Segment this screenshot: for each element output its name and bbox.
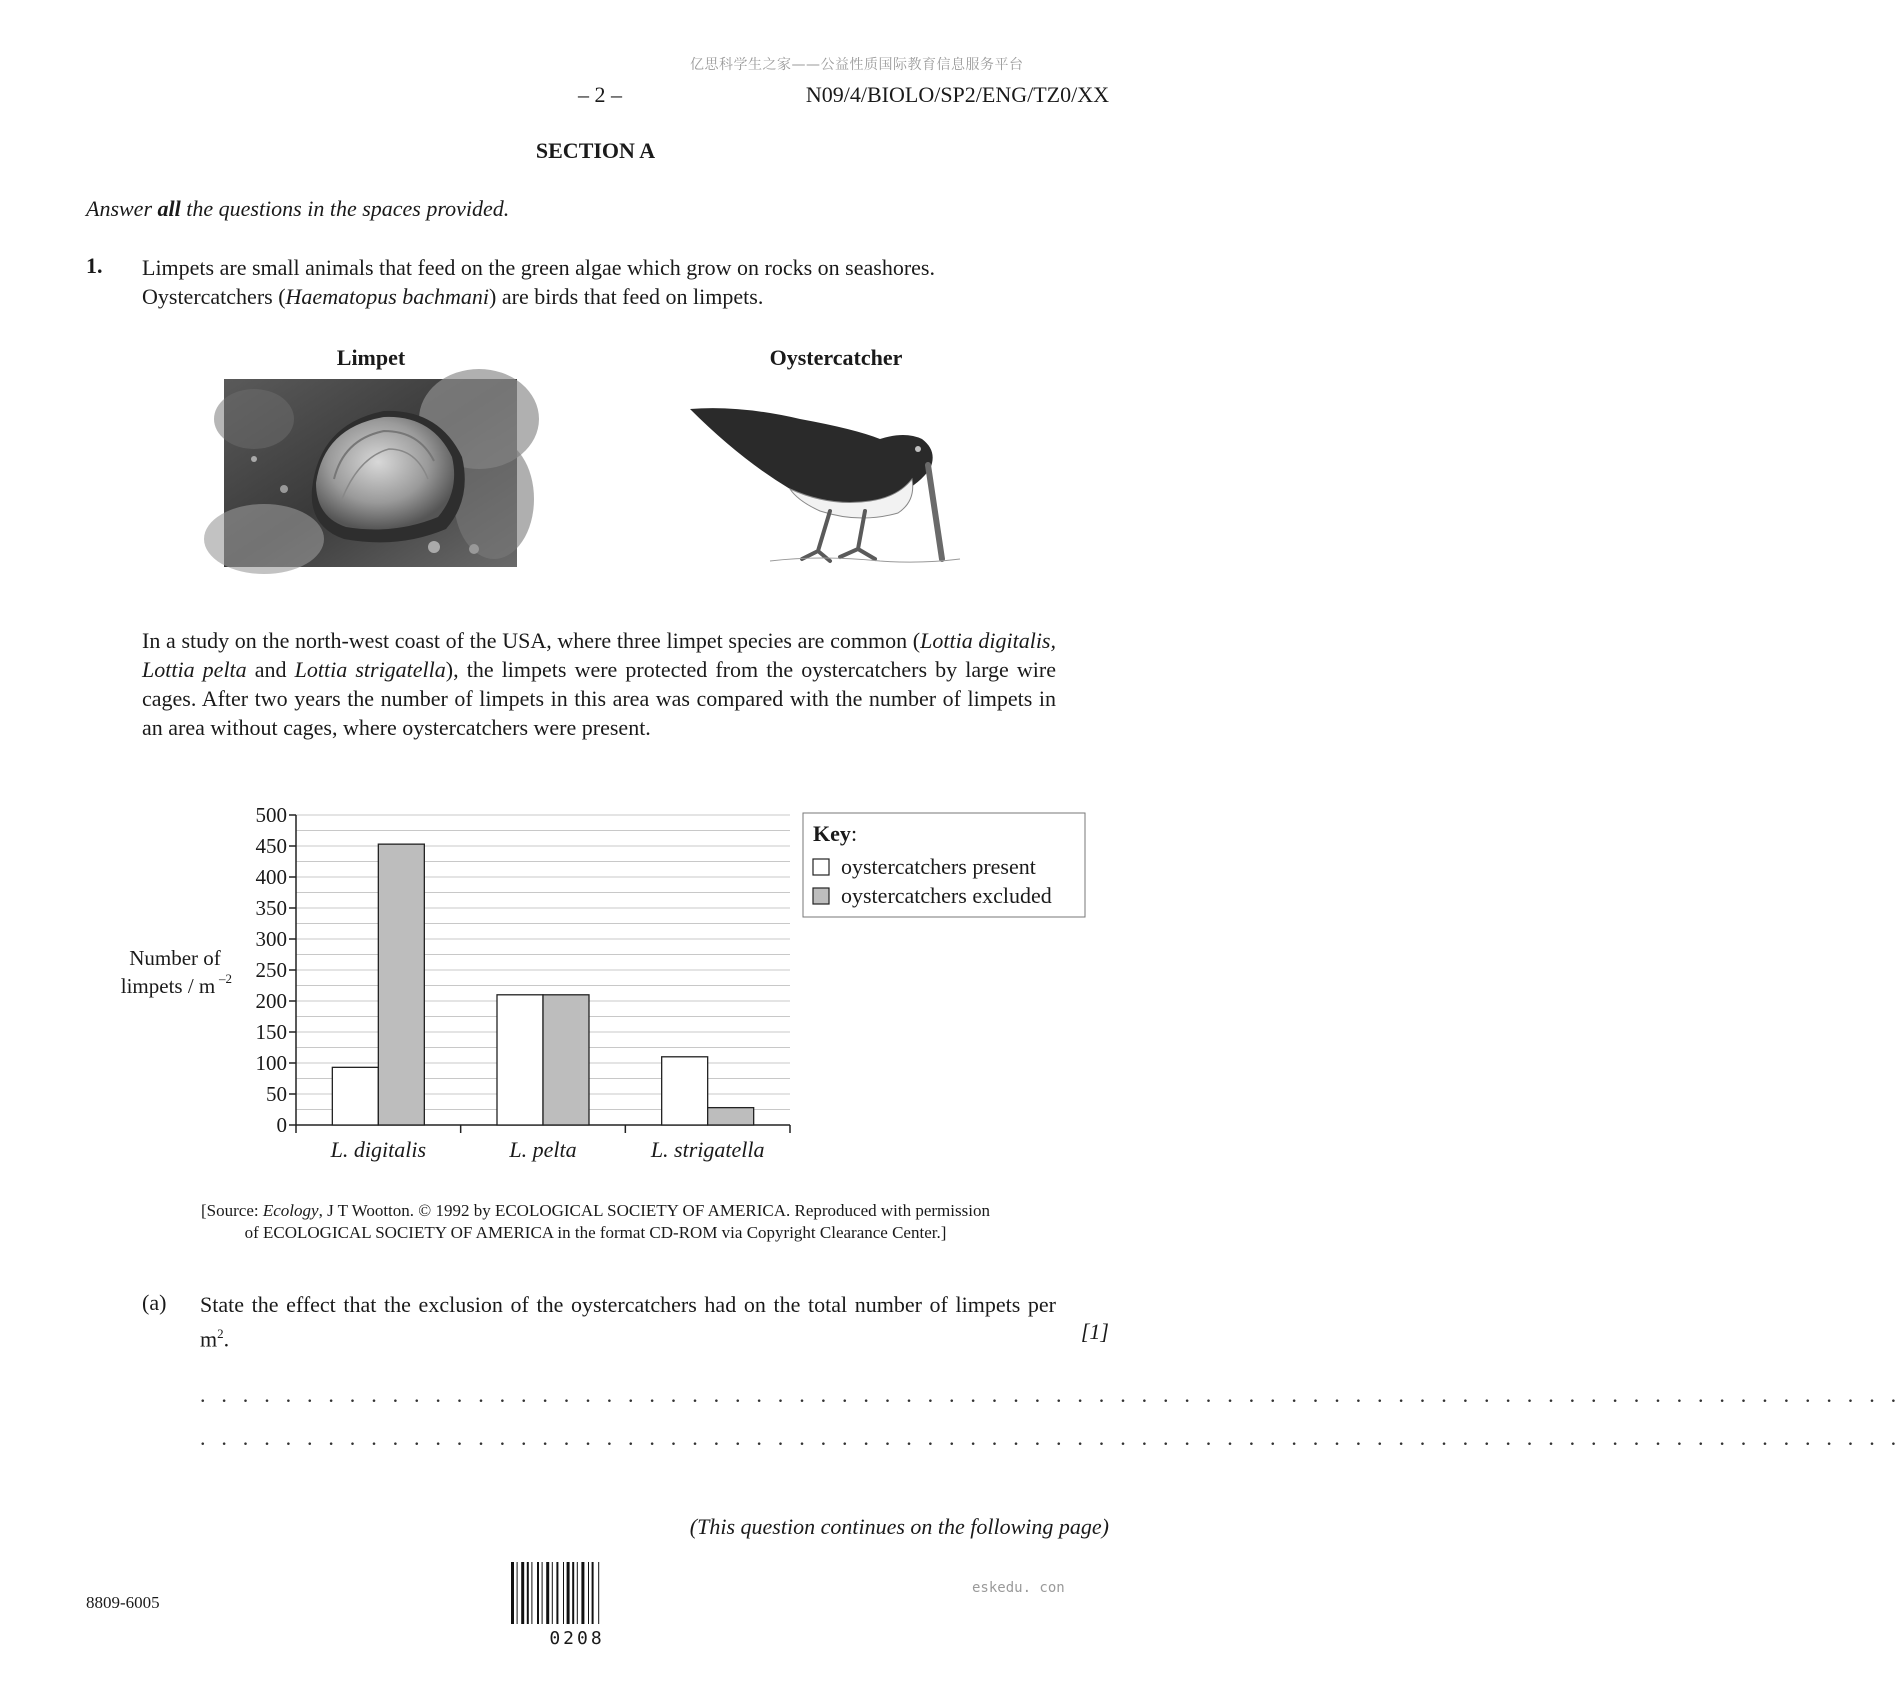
legend-entry: oystercatchers excluded — [841, 883, 1052, 908]
barcode-bar — [598, 1562, 599, 1624]
x-category-label: L. strigatella — [650, 1137, 765, 1162]
study-text-pre: In a study on the north-west coast of the USA, where three limpet species are common ( — [142, 628, 921, 653]
source-pre: [Source: — [201, 1201, 263, 1220]
figure-label-oystercatcher: Oystercatcher — [769, 345, 903, 370]
part-a-text-end: . — [223, 1326, 230, 1352]
y-tick-label: 500 — [255, 803, 287, 827]
question-intro — [142, 253, 1056, 311]
study-sep2: and — [246, 657, 295, 682]
y-tick-label: 200 — [255, 989, 287, 1013]
continues-note: (This question continues on the following page) — [689, 1514, 1109, 1539]
barcode-bar — [581, 1562, 584, 1624]
instructions-pre: Answer — [86, 196, 158, 221]
barcode-bar — [546, 1562, 549, 1624]
source-line2: of ECOLOGICAL SOCIETY OF AMERICA in the format CD-ROM via Copyright Clearance Center.] — [244, 1223, 947, 1242]
barcode-number: 0208 — [549, 1628, 605, 1649]
part-a-superscript: 2 — [217, 1326, 224, 1341]
barcode-bar — [567, 1562, 570, 1624]
barcode-bar — [521, 1562, 524, 1624]
y-tick-label: 300 — [255, 927, 287, 951]
species-name: Haematopus bachmani — [285, 284, 490, 309]
y-axis-label-line2: limpets / m — [120, 974, 216, 998]
section-title: SECTION A — [535, 138, 656, 163]
bar-excluded — [543, 995, 589, 1125]
barcode-bar — [592, 1562, 594, 1624]
legend-title: Key — [813, 821, 851, 846]
study-text-post: ), the limpets were protected from the oystercatchers by large wire cages. After two years the number of limpets in this area was compared with the number of limpets in an area without cages, where oystercatchers were present. — [142, 657, 1057, 740]
y-tick-label: 250 — [255, 958, 287, 982]
part-a-question — [200, 1290, 1056, 1353]
bar-excluded — [378, 844, 424, 1125]
footer-code: 8809-6005 — [86, 1593, 160, 1612]
barcode-bar — [588, 1562, 589, 1624]
source-line1 — [0, 1200, 1191, 1222]
barcode-bar — [527, 1562, 529, 1624]
limpet-bar-chart — [100, 795, 1100, 1175]
instructions — [86, 196, 509, 222]
species-strigatella: Lottia strigatella — [294, 657, 446, 682]
footer-watermark: eskedu. con — [972, 1580, 1065, 1596]
y-axis-label-superscript: –2 — [219, 971, 232, 986]
y-tick-label: 350 — [255, 896, 287, 920]
legend-swatch — [813, 859, 829, 875]
y-axis-label-line1: Number of — [129, 946, 221, 970]
question-intro-line2 — [142, 282, 1056, 311]
barcode-bar — [552, 1562, 553, 1624]
y-tick-label: 100 — [255, 1051, 287, 1075]
bar-present — [662, 1057, 708, 1125]
instructions-bold: all — [157, 196, 181, 221]
barcode — [511, 1562, 643, 1624]
answer-line-1[interactable]: . . . . . . . . . . . . . . . . . . . . . . . . . . . . . . . . . . . . . . . . . . . . . . . . . . . . . . . . . . . . . . . . . . . . . . . . . . . . . . . . — [200, 1382, 1901, 1407]
header-watermark: 亿思科学生之家——公益性质国际教育信息服务平台 — [690, 57, 1024, 73]
barcode-bar — [537, 1562, 539, 1624]
species-pelta: Lottia pelta — [142, 657, 247, 682]
y-tick-label: 0 — [276, 1113, 287, 1137]
legend-swatch — [813, 888, 829, 904]
barcode-bar — [577, 1562, 578, 1624]
figure-label-limpet: Limpet — [336, 345, 406, 370]
source-journal: Ecology — [262, 1201, 319, 1220]
instructions-post: the questions in the spaces provided. — [180, 196, 510, 221]
y-tick-label: 150 — [255, 1020, 287, 1044]
x-category-label: L. digitalis — [330, 1137, 427, 1162]
species-digitalis: Lottia digitalis, — [920, 628, 1056, 653]
bar-present — [497, 995, 543, 1125]
page-number: – 2 – — [578, 82, 622, 107]
barcode-bar — [542, 1562, 543, 1624]
barcode-bar — [511, 1562, 514, 1624]
y-tick-label: 50 — [266, 1082, 287, 1106]
intro-line2-pre: Oystercatchers ( — [142, 284, 286, 309]
legend-entry: oystercatchers present — [841, 854, 1036, 879]
part-a-marks: [1] — [1080, 1319, 1109, 1344]
barcode-bar — [531, 1562, 532, 1624]
paper-code: N09/4/BIOLO/SP2/ENG/TZ0/XX — [805, 82, 1109, 107]
barcode-bar — [563, 1562, 564, 1624]
y-tick-label: 400 — [255, 865, 287, 889]
source-post: , J T Wootton. © 1992 by ECOLOGICAL SOCIETY OF AMERICA. Reproduced with permission — [318, 1201, 990, 1220]
bar-excluded — [708, 1108, 754, 1125]
legend-title-colon: : — [851, 821, 858, 846]
question-intro-line1: Limpets are small animals that feed on the green algae which grow on rocks on seashores. — [142, 255, 935, 280]
bar-present — [332, 1067, 378, 1125]
barcode-bar — [556, 1562, 558, 1624]
x-category-label: L. pelta — [509, 1137, 577, 1162]
oystercatcher-illustration — [680, 379, 970, 569]
barcode-bar — [517, 1562, 518, 1624]
question-number: 1. — [86, 253, 103, 278]
study-paragraph — [142, 626, 1056, 742]
y-tick-label: 450 — [255, 834, 287, 858]
source-citation — [0, 1200, 1191, 1244]
part-a-label: (a) — [142, 1290, 167, 1315]
limpet-photo — [224, 379, 517, 567]
part-a-text: State the effect that the exclusion of the oystercatchers had on the total number of limpets per m — [200, 1292, 1056, 1352]
barcode-bar — [572, 1562, 574, 1624]
answer-line-2[interactable]: . . . . . . . . . . . . . . . . . . . . . . . . . . . . . . . . . . . . . . . . . . . . . . . . . . . . . . . . . . . . . . . . . . . . . . . . . . . . . . . . — [200, 1425, 1901, 1450]
intro-line2-post: ) are birds that feed on limpets. — [489, 284, 764, 309]
